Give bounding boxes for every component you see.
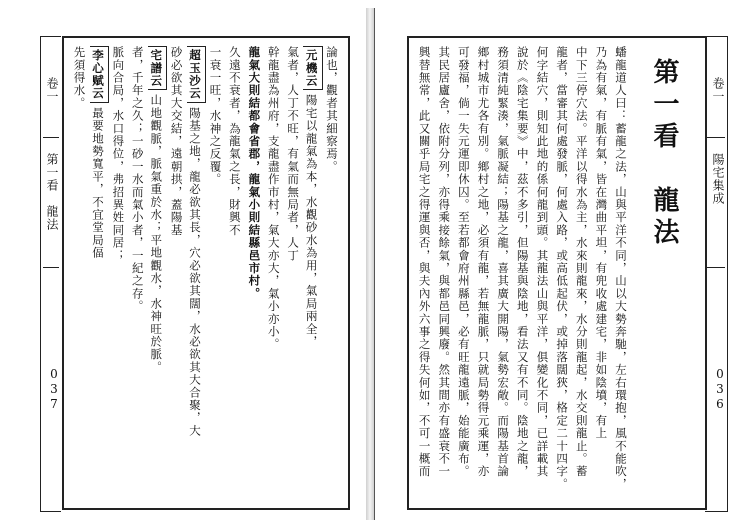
text-column: 龍氣大則結都會省郡，龍氣小則結縣邑市村。 <box>247 46 262 300</box>
book-gutter <box>366 8 374 520</box>
right-page <box>374 8 747 520</box>
source-tag: 超玉沙云 <box>187 46 206 103</box>
chapter-heading: 第一看 龍法 <box>649 58 679 250</box>
text-column: 超玉沙云陽基之地，龍必欲其長，穴必欲其闊，水必欲其大合聚，大 <box>187 46 206 500</box>
right-side-band <box>705 36 728 512</box>
left-side-band <box>40 36 61 512</box>
text-column: 蟠龍道人曰：蓄龍之法，山與平洋不同，山以大勢奔馳，左右環抱，風不能吹， <box>614 46 628 491</box>
left-columns <box>70 46 342 500</box>
text-column: 元機云陽宅以龍氣為本，水觀砂水為用，氣局兩全， <box>303 46 322 500</box>
text-column: 說於《陰宅集要》中，茲不多引，但陽基與陰地，看法又有不同。陰地之龍， <box>515 46 530 478</box>
text-column: 鄉村城市尤各有別。鄉村之地，必須有龍，若無龍脈，只就局勢得元乘運，亦 <box>476 46 491 478</box>
source-tag: 宅譜云 <box>148 46 167 90</box>
text-column: 可發福，倘一失元運即休囚。至若都會府州縣邑，必有旺龍遠脈，始能廣布。 <box>456 46 471 478</box>
right-text-frame <box>407 36 707 510</box>
text-column: 其民居廬舍，依附分列，亦得乘接餘氣，與都邑同興廢。然其間亦有盛衰不一 <box>437 46 452 478</box>
text-column: 久遠不衰者，為龍氣之長，財興不 <box>227 46 242 237</box>
left-section-label: 第一看 龍法 <box>45 153 59 231</box>
left-page <box>4 8 367 520</box>
left-page-number: 037 <box>47 367 61 412</box>
text-column: 龍者，當審其何處發脈，何處入路，或高低起伏，或掉落闊狹，格定二十四字。 <box>555 46 570 491</box>
text-column: 宅譜云山地觀脈，脈氣重於水；平地觀水，水神旺於脈。 <box>148 46 167 500</box>
text-column: 砂必欲其大交結，遠朝拱，蓋陽基 <box>169 46 184 237</box>
right-volume-label: 卷一 <box>711 77 725 103</box>
left-band-divider <box>43 137 59 138</box>
left-volume-label: 卷一 <box>45 77 59 103</box>
source-tag: 李心赋云 <box>90 46 109 103</box>
right-columns <box>415 46 631 500</box>
text-column: 一衰一旺，水神之反覆。 <box>208 46 223 186</box>
right-section-label: 陽宅集成 <box>711 153 725 205</box>
source-tag: 元機云 <box>303 46 322 90</box>
right-band-divider <box>707 267 725 268</box>
text-column: 務須清純緊湊，氣脈凝結；陽基之龍，喜其廣大開陽，氣勢宏敞。而陽基首論 <box>496 46 511 478</box>
text-column: 興替無常，此又關乎局宅之得運與否，與夫內外六事之得失何如，不可一概而 <box>417 46 432 478</box>
text-column: 幹龍盡為州府，支龍盡作市村，氣大亦大，氣小亦小。 <box>266 46 281 351</box>
right-page-number: 036 <box>713 367 727 412</box>
text-column: 先須得水。 <box>72 46 87 110</box>
left-text-frame <box>62 36 350 510</box>
text-column: 論也，觀者其細察焉。 <box>325 46 339 173</box>
right-band-divider <box>707 137 725 138</box>
text-column: 乃為有氣，有脈有氣，皆在灣曲平坦，有兜收處建宅，非如陰墳，有上 <box>594 46 609 440</box>
text-column: 者，千年之久；一砂一水而氣小者，一紀之存。 <box>130 46 145 313</box>
text-column: 中下三停穴法。平洋以得水為主，水來則龍來，水分則龍起，水交則龍止。蓄 <box>574 46 589 478</box>
left-band-divider <box>43 267 59 268</box>
text-column: 氣者，人丁不旺，有氣而無局者，人丁 <box>286 46 301 262</box>
text-column: 脈向合局，水口得位，弗招異姓同居； <box>111 46 126 262</box>
text-column: 李心赋云最要地勢寬平，不宜堂局偪 <box>90 46 109 500</box>
text-column: 何字結穴，則知此地的係何龍到頭。其龍法山與平洋，俱變化不同，已詳載其 <box>535 46 550 478</box>
